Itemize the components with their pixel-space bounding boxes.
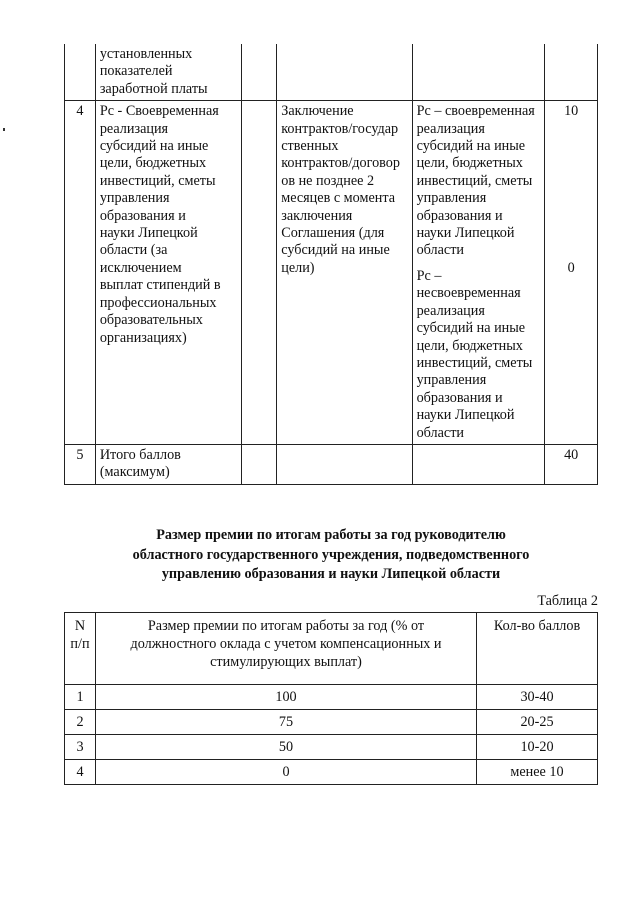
table-row	[65, 710, 598, 735]
empty-cell	[241, 44, 277, 101]
column-header-number: N п/п	[65, 613, 96, 685]
criterion-cell	[412, 444, 545, 484]
section-heading: Размер премии по итогам работы за год руководителю областного государственного учреждения, подведомственного управлению образования и науки Липецкой области	[132, 527, 530, 582]
score-cell	[545, 44, 598, 101]
condition-cell	[277, 444, 412, 484]
criteria-table	[64, 44, 598, 485]
bonus-size-cell: 50	[96, 735, 477, 760]
score-cell: 30-40	[477, 685, 598, 710]
condition-cell	[277, 44, 412, 101]
score-cell: менее 10	[477, 760, 598, 785]
criterion-cell	[412, 44, 545, 101]
table-row	[65, 101, 598, 445]
indicator-name-cell: Рс - Своевременная реализация субсидий на иные цели, бюджетных инвестиций, сметы управления образования и науки Липецкой области (за исключением выплат стипендий в профессиональных образовательных организациях)	[95, 101, 241, 445]
row-number-cell: 5	[65, 444, 96, 484]
scan-artifact	[3, 128, 5, 131]
score-cell	[545, 101, 598, 445]
score-value: 0	[567, 259, 575, 276]
column-header-bonus-size: Размер премии по итогам работы за год (% от должностного оклада с учетом компенсационных и стимулирующих выплат)	[96, 613, 477, 685]
bonus-table	[64, 612, 598, 785]
table-row	[65, 685, 598, 710]
empty-cell	[241, 101, 277, 445]
row-number-cell: 4	[65, 101, 96, 445]
bonus-size-cell: 0	[96, 760, 477, 785]
empty-cell	[241, 444, 277, 484]
row-number-cell: 3	[65, 735, 96, 760]
row-number-cell: 4	[65, 760, 96, 785]
bonus-size-cell: 100	[96, 685, 477, 710]
score-cell: 20-25	[477, 710, 598, 735]
table-row	[65, 735, 598, 760]
criterion-cell	[412, 101, 545, 445]
criterion-text: Рс – своевременная реализация субсидий на иные цели, бюджетных инвестиций, сметы управления образования и науки Липецкой области	[416, 103, 535, 259]
table-row	[65, 44, 598, 101]
row-number-cell	[65, 44, 96, 101]
criterion-text: Рс – несвоевременная реализация субсидий на иные цели, бюджетных инвестиций, сметы управления образования и науки Липецкой области	[416, 267, 533, 441]
table-header-row	[65, 613, 598, 685]
row-number-cell: 2	[65, 710, 96, 735]
score-value: 10	[564, 103, 579, 120]
column-header-score: Кол-во баллов	[477, 613, 598, 685]
score-cell: 40	[545, 444, 598, 484]
table-caption: Таблица 2	[537, 593, 598, 609]
table-row	[65, 444, 598, 484]
score-cell: 10-20	[477, 735, 598, 760]
table-row	[65, 760, 598, 785]
indicator-name-cell: установленных показателей заработной платы	[95, 44, 241, 101]
row-number-cell: 1	[65, 685, 96, 710]
indicator-name-cell: Итого баллов (максимум)	[95, 444, 241, 484]
bonus-size-cell: 75	[96, 710, 477, 735]
condition-cell: Заключение контрактов/государ ственных контрактов/договор ов не позднее 2 месяцев с момента заключения Соглашения (для субсидий на иные цели)	[277, 101, 412, 445]
